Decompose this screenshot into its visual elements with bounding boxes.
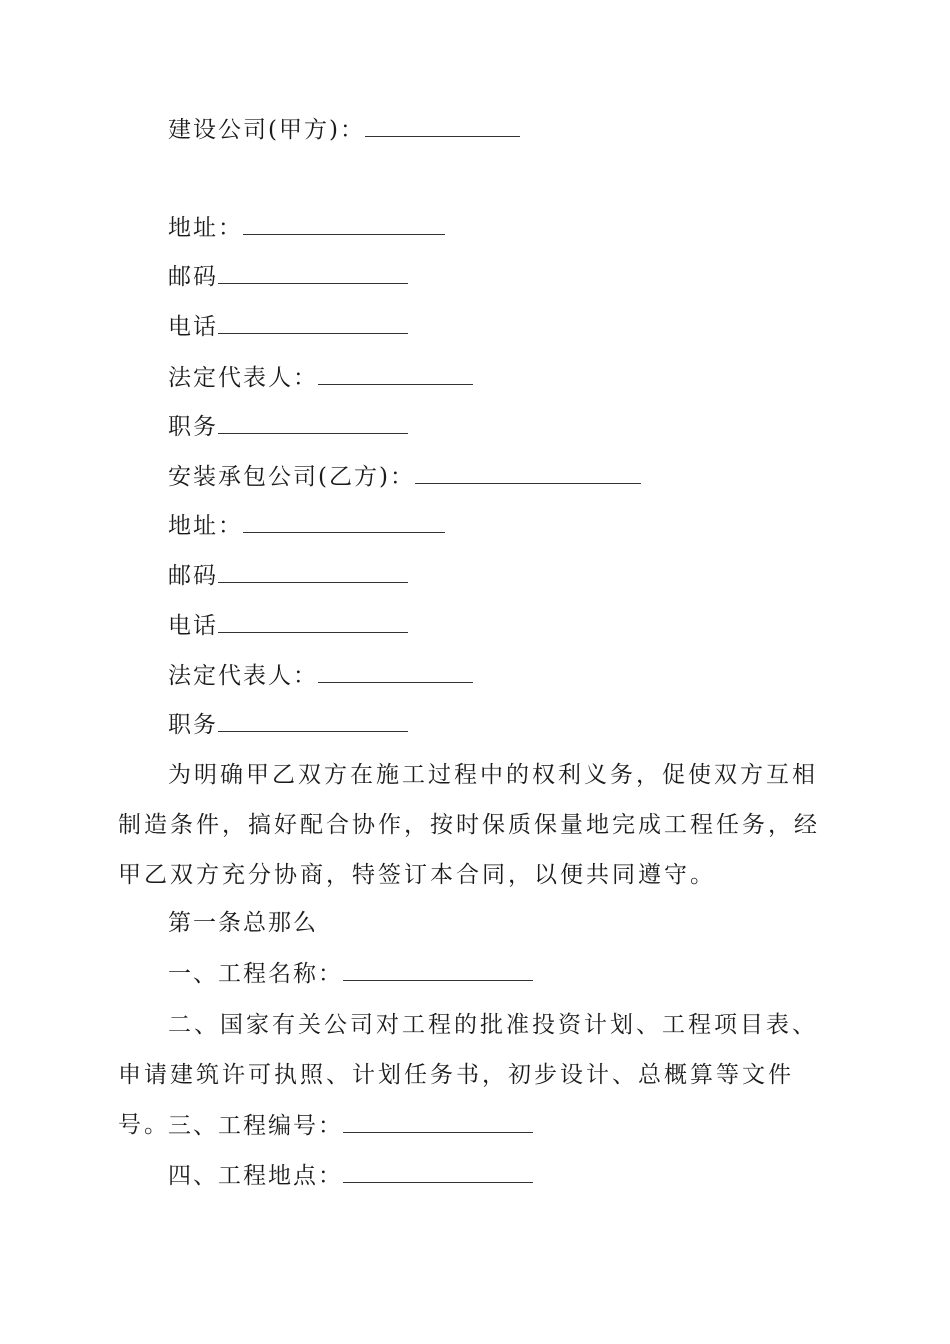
party-a-legal-rep-label: 法定代表人： bbox=[168, 365, 318, 391]
party-a-company-label: 建设公司(甲方)： bbox=[168, 117, 365, 143]
party-b-legal-rep-row bbox=[168, 660, 473, 691]
party-b-legal-rep-blank bbox=[318, 660, 473, 683]
party-b-position-label: 职务 bbox=[168, 712, 218, 738]
item-3-row bbox=[168, 1110, 533, 1141]
item-1-blank bbox=[343, 958, 533, 981]
party-a-company-row bbox=[168, 114, 520, 145]
party-b-phone-blank bbox=[218, 610, 408, 633]
party-a-address-blank bbox=[243, 212, 445, 235]
party-a-position-blank bbox=[218, 411, 408, 434]
party-a-position-label: 职务 bbox=[168, 414, 218, 440]
party-b-postcode-blank bbox=[218, 560, 408, 583]
party-b-company-label: 安装承包公司(乙方)： bbox=[168, 464, 415, 490]
article-1-heading-text: 第一条总那么 bbox=[168, 910, 318, 936]
party-a-legal-rep-blank bbox=[318, 362, 473, 385]
party-a-phone-label: 电话 bbox=[168, 314, 218, 340]
party-a-postcode-blank bbox=[218, 261, 408, 284]
party-b-phone-row bbox=[168, 610, 408, 641]
item-3-label: 三、工程编号： bbox=[168, 1113, 343, 1139]
party-b-postcode-label: 邮码 bbox=[168, 563, 218, 589]
party-b-company-blank bbox=[415, 461, 641, 484]
item-1-row bbox=[168, 958, 533, 989]
article-1-heading bbox=[168, 908, 318, 938]
party-a-position-row bbox=[168, 411, 408, 442]
preamble-text: 为明确甲乙双方在施工过程中的权利义务，促使双方互相制造条件，搞好配合协作，按时保质保量地完成工程任务，经甲乙双方充分协商，特签订本合同，以便共同遵守。 bbox=[118, 762, 820, 888]
party-b-phone-label: 电话 bbox=[168, 613, 218, 639]
party-a-postcode-row bbox=[168, 261, 408, 292]
party-a-address-label: 地址： bbox=[168, 215, 243, 241]
party-a-address-row bbox=[168, 212, 445, 243]
party-a-phone-row bbox=[168, 311, 408, 342]
party-a-legal-rep-row bbox=[168, 362, 473, 393]
party-b-address-row bbox=[168, 510, 445, 541]
party-b-position-blank bbox=[218, 709, 408, 732]
item-4-blank bbox=[343, 1160, 533, 1183]
preamble-paragraph bbox=[118, 750, 838, 900]
item-2-text: 二、国家有关公司对工程的批准投资计划、工程项目表、申请建筑许可执照、计划任务书，初步设计、总概算等文件号。 bbox=[118, 1012, 818, 1138]
party-b-address-label: 地址： bbox=[168, 513, 243, 539]
party-a-company-blank bbox=[365, 114, 520, 137]
item-4-label: 四、工程地点： bbox=[168, 1163, 343, 1189]
item-1-label: 一、工程名称： bbox=[168, 961, 343, 987]
party-b-position-row bbox=[168, 709, 408, 740]
item-4-row bbox=[168, 1160, 533, 1191]
party-b-company-row bbox=[168, 461, 641, 492]
party-a-phone-blank bbox=[218, 311, 408, 334]
item-3-blank bbox=[343, 1110, 533, 1133]
party-a-postcode-label: 邮码 bbox=[168, 264, 218, 290]
party-b-address-blank bbox=[243, 510, 445, 533]
party-b-legal-rep-label: 法定代表人： bbox=[168, 663, 318, 689]
party-b-postcode-row bbox=[168, 560, 408, 591]
